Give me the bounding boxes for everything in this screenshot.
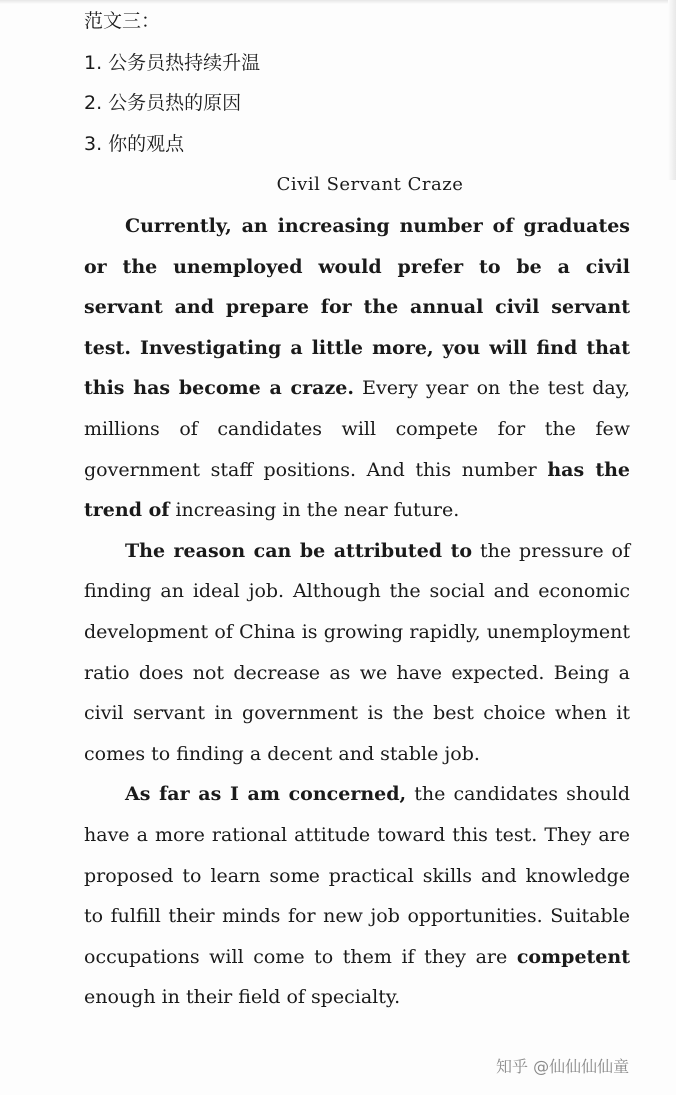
- bold-phrase: Currently, an increasing number of graduates or the unemployed would prefer to be a civil servant and prepare for the annual civil servant test. Investigating a little more, you will find that this has become a craze.: [84, 215, 630, 400]
- outline-point-3: 3. 你的观点: [84, 133, 185, 155]
- essay-paragraph-1: [84, 206, 630, 531]
- bold-phrase: As far as I am concerned,: [125, 783, 407, 806]
- essay-paragraph-2: [84, 531, 630, 775]
- essay-title: Civil Servant Craze: [276, 174, 464, 195]
- outline-point-2: 2. 公务员热的原因: [84, 92, 242, 114]
- text-run: increasing in the near future.: [169, 499, 460, 522]
- text-run: enough in their field of specialty.: [84, 986, 401, 1009]
- essay-paragraph-3: [84, 774, 630, 1018]
- text-run: the candidates should have a more rational attitude toward this test. They are proposed to learn some practical skills and knowledge to fulfill their minds for new job opportunities. Suitable occupations will come to them if they are: [84, 783, 631, 968]
- bold-phrase: has the trend of: [84, 458, 630, 522]
- text-run: the pressure of finding an ideal job. Although the social and economic development of China is growing rapidly, unemployment ratio does not decrease as we have expected. Being a civil servant in government is the best choice when it comes to finding a decent and stable job.: [84, 539, 630, 765]
- bold-phrase: The reason can be attributed to: [125, 539, 473, 562]
- essay-body: [84, 206, 630, 1018]
- page-edge-shadow: [668, 0, 676, 180]
- outline-point-1: 1. 公务员热持续升温: [84, 52, 261, 74]
- text-run: Every year on the test day, millions of candidates will compete for the few government staff positions. And this number: [84, 377, 630, 481]
- section-heading: 范文三：: [84, 10, 161, 32]
- watermark-text: 知乎 @仙仙仙仙童: [496, 1057, 630, 1076]
- bold-phrase: competent: [516, 945, 630, 968]
- page-top-shadow: [0, 0, 676, 4]
